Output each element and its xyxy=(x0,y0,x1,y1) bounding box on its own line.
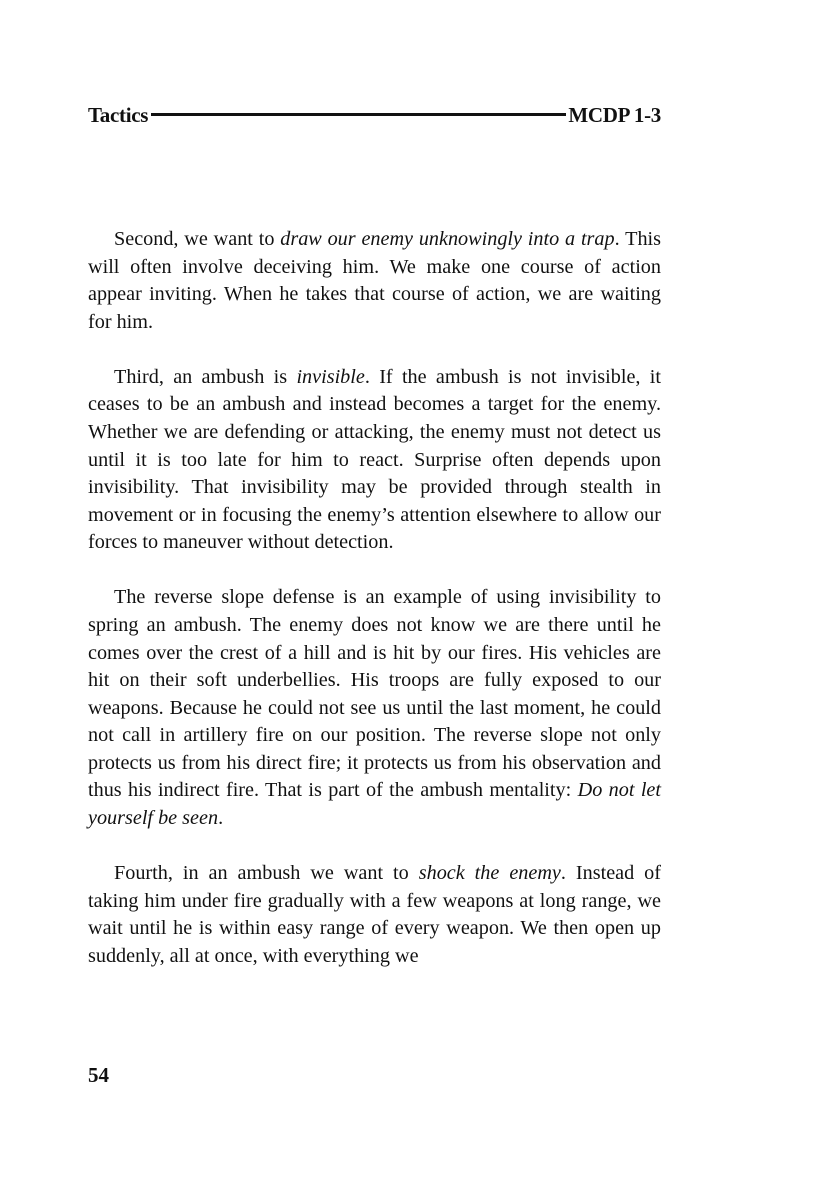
header-rule xyxy=(151,113,566,116)
emphasis-segment: Do not let yourself be seen xyxy=(88,779,661,830)
paragraph-reverse-slope xyxy=(88,584,661,832)
header-chapter-title: Tactics xyxy=(88,102,149,127)
text-segment: . xyxy=(218,807,224,830)
page-number: 54 xyxy=(88,1063,109,1087)
text-segment: Third, an ambush is xyxy=(114,365,297,388)
header-publication-id: MCDP 1-3 xyxy=(568,102,661,127)
text-segment: Second, we want to xyxy=(114,228,281,250)
paragraph-fourth-shock xyxy=(88,860,661,970)
text-segment: . If the ambush is not invisible, it ceases to be an ambush and instead becomes a target for the enemy. Whether we are defending or attacking, the enemy must not detect us until it is too late for him to react. Surprise often depends upon invisibility. That invisibility may be provided through stealth in movement or in focusing the enemy’s attention elsewhere to allow our forces to maneuver without detection. xyxy=(88,365,661,554)
emphasis-segment: invisible xyxy=(296,365,365,388)
text-segment: . Instead of taking him under fire gradually with a few weapons at long range, we wait until he is within easy range of every weapon. We then open up suddenly, all at once, with everything we xyxy=(88,862,661,967)
paragraph-third-invisible xyxy=(88,364,661,557)
emphasis-segment: shock the enemy xyxy=(418,862,561,885)
emphasis-segment: draw our enemy unknowingly into a trap xyxy=(280,228,615,250)
text-segment: The reverse slope defense is an example of using invisibility to spring an ambush. The enemy does not know we are there until he comes over the crest of a hill and is hit by our fires. His vehicles are hit on their soft underbellies. His troops are fully exposed to our weapons. Because he could not see us until the last moment, he could not call in artillery fire on our position. The reverse slope not only protects us from his direct fire; it protects us from his observation and thus his indirect fire. That is part of the ambush mentality: xyxy=(88,586,661,802)
text-segment: Fourth, in an ambush we want to xyxy=(114,862,419,885)
body-text xyxy=(88,226,661,970)
text-segment: . This will often involve deceiving him. We make one course of action appear inviting. When he takes that course of action, we are waiting for him. xyxy=(88,228,662,333)
running-header xyxy=(88,101,661,129)
paragraph-second-trap xyxy=(88,226,661,336)
